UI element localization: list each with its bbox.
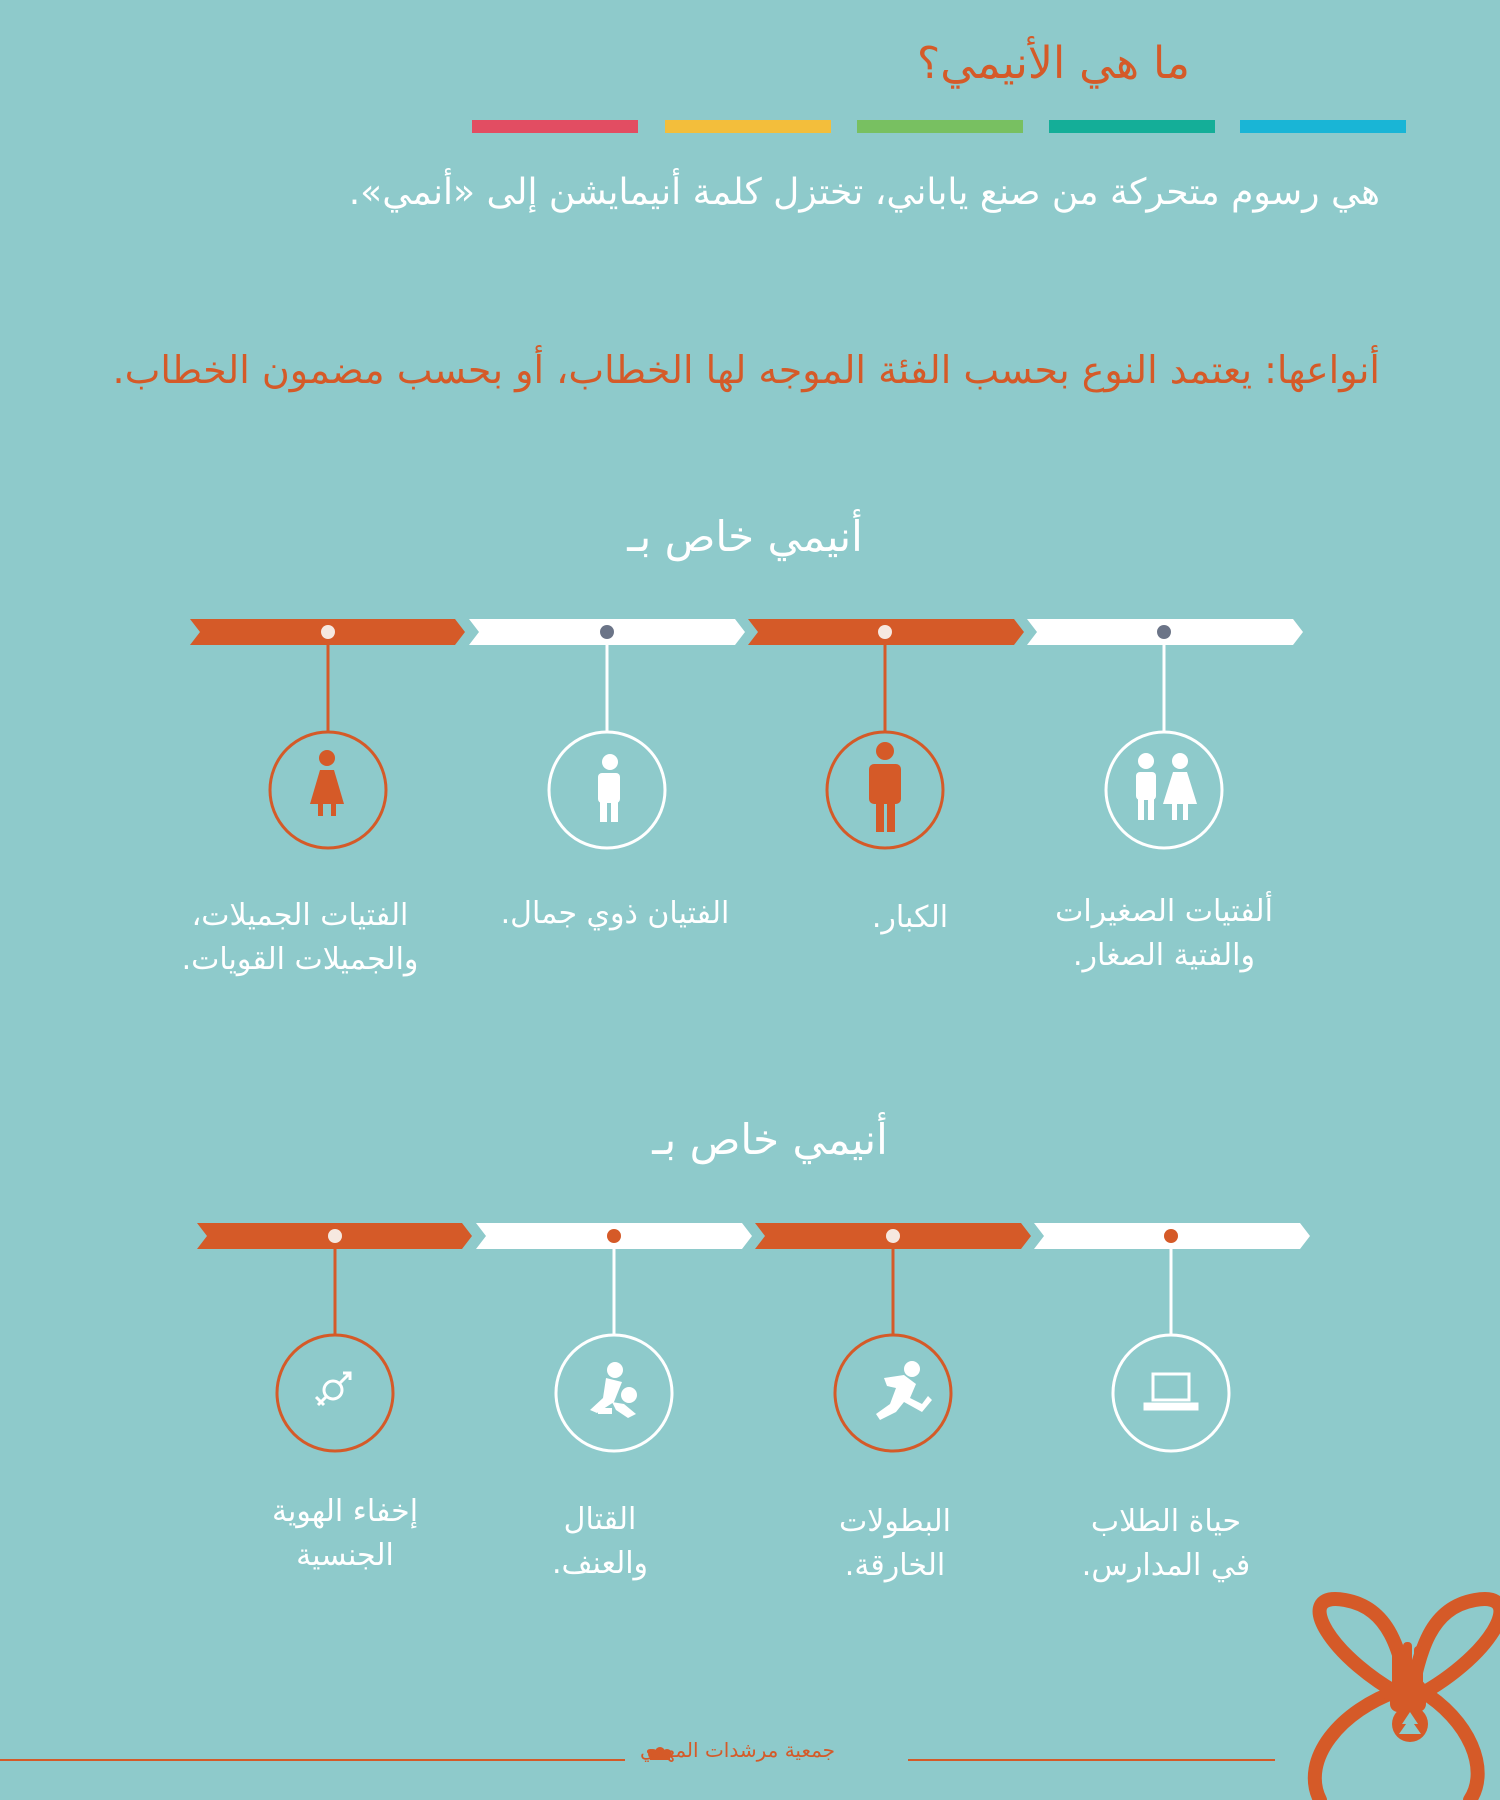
laptop-icon xyxy=(1145,1374,1197,1409)
label-s2-3-line2: والعنف. xyxy=(551,1546,649,1581)
dot-s2-1 xyxy=(1164,1229,1178,1243)
label-s1-3-line1: الفتيان ذوي جمال. xyxy=(500,896,730,931)
runner-icon xyxy=(876,1361,932,1420)
label-s2-4-line2: الجنسية xyxy=(296,1538,394,1573)
label-s2-2-line2: الخارقة. xyxy=(844,1548,946,1583)
page-title: ما هي الأنيمي؟ xyxy=(916,38,1190,89)
gender-symbol-icon xyxy=(316,1373,350,1405)
dot-s1-3 xyxy=(600,625,614,639)
dot-s1-2 xyxy=(878,625,892,639)
dot-s2-2 xyxy=(886,1229,900,1243)
dot-s2-4 xyxy=(328,1229,342,1243)
girl-icon xyxy=(310,750,344,816)
section1-title: أنيمي خاص بـ xyxy=(627,512,863,561)
footer-org-name: جمعية مرشدات المهدي xyxy=(640,1738,836,1762)
intro-text: هي رسوم متحركة من صنع ياباني، تختزل كلمة أنيمايشن إلى «أنمي». xyxy=(348,172,1380,213)
label-s2-2 xyxy=(735,1500,1055,1588)
label-s1-4-line1: الفتيات الجميلات، xyxy=(191,898,409,933)
label-s2-4-line1: إخفاء الهوية xyxy=(271,1494,419,1529)
man-icon xyxy=(869,742,901,832)
label-s1-2-line1: الكبار. xyxy=(871,900,949,935)
label-s1-4-line2: والجميلات القويات. xyxy=(181,942,419,977)
types-text: أنواعها: يعتمد النوع بحسب الفئة الموجه لها الخطاب، أو بحسب مضمون الخطاب. xyxy=(112,348,1380,392)
label-s1-3 xyxy=(455,892,775,936)
label-s2-4 xyxy=(185,1490,505,1578)
dot-s2-3 xyxy=(607,1229,621,1243)
icon-circle-s2-1 xyxy=(1113,1335,1229,1451)
dot-s1-4 xyxy=(321,625,335,639)
label-s1-1-line2: والفتية الصغار. xyxy=(1073,938,1255,973)
icon-circle-s1-1 xyxy=(1106,732,1222,848)
label-s1-4 xyxy=(140,894,460,982)
label-s1-2 xyxy=(750,896,1070,940)
dot-s1-1 xyxy=(1157,625,1171,639)
boy-icon xyxy=(598,754,620,822)
icon-circle-s2-4 xyxy=(277,1335,393,1451)
section2-title: أنيمي خاص بـ xyxy=(652,1115,888,1164)
label-s2-1-line1: حياة الطلاب xyxy=(1090,1504,1242,1539)
label-s2-2-line1: البطولات xyxy=(839,1504,951,1539)
icon-circle-s2-2 xyxy=(835,1335,951,1451)
label-s2-1-line2: في المدارس. xyxy=(1081,1548,1251,1583)
boy-girl-icon xyxy=(1136,753,1197,820)
label-s2-3-line1: القتال xyxy=(563,1502,637,1537)
fighting-icon xyxy=(590,1362,637,1418)
label-s1-1-line1: ألفتيات الصغيرات xyxy=(1055,894,1273,929)
